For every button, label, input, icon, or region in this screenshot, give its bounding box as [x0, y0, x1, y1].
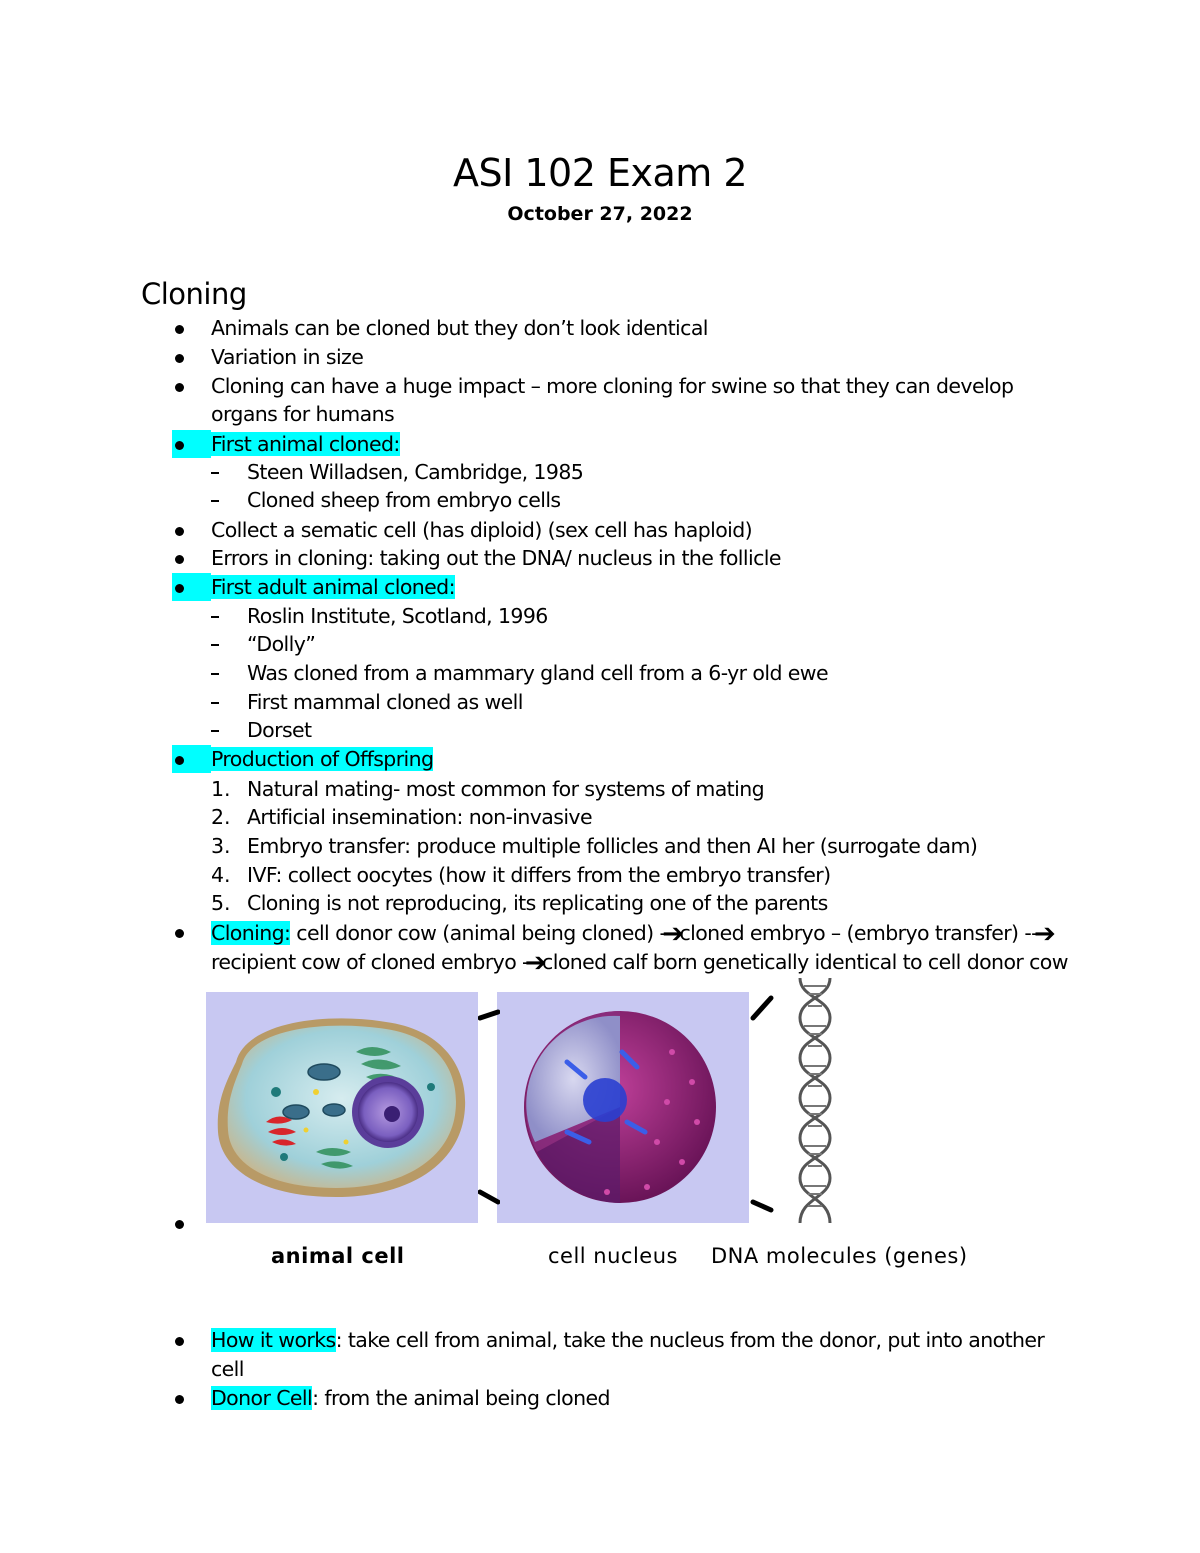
how-it-works-line1: How it works: take cell from animal, take the nucleus from the donor, put into another [211, 1328, 1045, 1352]
donor-cell-line: Donor Cell: from the animal being cloned [211, 1386, 610, 1410]
how-it-works-label: How it works [211, 1328, 336, 1352]
cloning-flow-line1: Cloning: cell donor cow (animal being cloned) -➔cloned embryo – (embryo transfer) --➔ [211, 919, 1056, 949]
production-label: Production of Offspring [211, 747, 434, 771]
first-adult-label: First adult animal cloned: [211, 575, 455, 599]
cloning-label: Cloning: [211, 921, 291, 945]
document-date: October 27, 2022 [507, 203, 693, 225]
bullet-dot [175, 929, 184, 938]
bullet-text-continued: organs for humans [211, 402, 395, 426]
dash-marker [211, 702, 219, 704]
sub-item: First mammal cloned as well [247, 690, 523, 714]
nucleus-illustration [497, 992, 749, 1223]
list-item: Cloning is not reproducing, its replicating one of the parents [247, 891, 828, 915]
list-item: Embryo transfer: produce multiple follicles and then AI her (surrogate dam) [247, 834, 978, 858]
bullet-dot [175, 383, 184, 392]
bullet-dot [175, 325, 184, 334]
sub-item: Dorset [247, 718, 312, 742]
sub-item: Roslin Institute, Scotland, 1996 [247, 604, 548, 628]
arrow-icon: ➔ [1033, 919, 1056, 949]
connector-lines [749, 990, 775, 1220]
cloning-flow-line2: recipient cow of cloned embryo -➔cloned calf born genetically identical to cell donor cow [211, 948, 1068, 978]
bullet-dot [175, 527, 184, 536]
bullet-text: Cloning can have a huge impact – more cloning for swine so that they can develop [211, 374, 1014, 398]
bullet-dot [175, 555, 184, 564]
list-number: 3. [211, 834, 231, 858]
bullet-dot [175, 1395, 184, 1404]
document-title: ASI 102 Exam 2 [452, 151, 748, 195]
dash-marker [211, 500, 219, 502]
connector-lines [478, 1000, 500, 1230]
sub-item: Steen Willadsen, Cambridge, 1985 [247, 460, 584, 484]
list-number: 1. [211, 777, 231, 801]
list-number: 2. [211, 805, 231, 829]
list-number: 5. [211, 891, 231, 915]
sub-item: Cloned sheep from embryo cells [247, 488, 561, 512]
dash-marker [211, 730, 219, 732]
bullet-text: Variation in size [211, 345, 364, 369]
list-item: Natural mating- most common for systems of mating [247, 777, 765, 801]
arrow-icon: ➔ [524, 948, 547, 978]
bullet-dot [175, 441, 184, 450]
dna-helix-icon [790, 978, 840, 1228]
first-animal-label: First animal cloned: [211, 432, 400, 456]
bullet-text: Errors in cloning: taking out the DNA/ nucleus in the follicle [211, 546, 781, 570]
bullet-text: Animals can be cloned but they don’t look identical [211, 316, 708, 340]
list-item: Artificial insemination: non-invasive [247, 805, 592, 829]
caption-animal-cell: animal cell [271, 1244, 405, 1268]
bullet-dot [175, 756, 184, 765]
animal-cell-illustration [206, 992, 478, 1223]
bullet-dot [175, 1337, 184, 1346]
bullet-dot [175, 584, 184, 593]
dash-marker [211, 472, 219, 474]
sub-item: Was cloned from a mammary gland cell from a 6-yr old ewe [247, 661, 828, 685]
animal-cell-image [206, 992, 478, 1223]
arrow-icon: ➔ [662, 919, 684, 949]
caption-dna: DNA molecules (genes) [711, 1244, 968, 1268]
bullet-dot [175, 1220, 184, 1229]
dash-marker [211, 673, 219, 675]
bullet-text: Collect a sematic cell (has diploid) (sex cell has haploid) [211, 518, 753, 542]
dash-marker [211, 616, 219, 618]
section-heading: Cloning [141, 277, 247, 311]
donor-cell-label: Donor Cell [211, 1386, 313, 1410]
bullet-dot [175, 354, 184, 363]
list-number: 4. [211, 863, 231, 887]
caption-cell-nucleus: cell nucleus [548, 1244, 678, 1268]
cell-nucleus-image [497, 992, 749, 1223]
sub-item: “Dolly” [247, 632, 316, 656]
how-it-works-line2: cell [211, 1357, 244, 1381]
dash-marker [211, 644, 219, 646]
list-item: IVF: collect oocytes (how it differs from the embryo transfer) [247, 863, 831, 887]
